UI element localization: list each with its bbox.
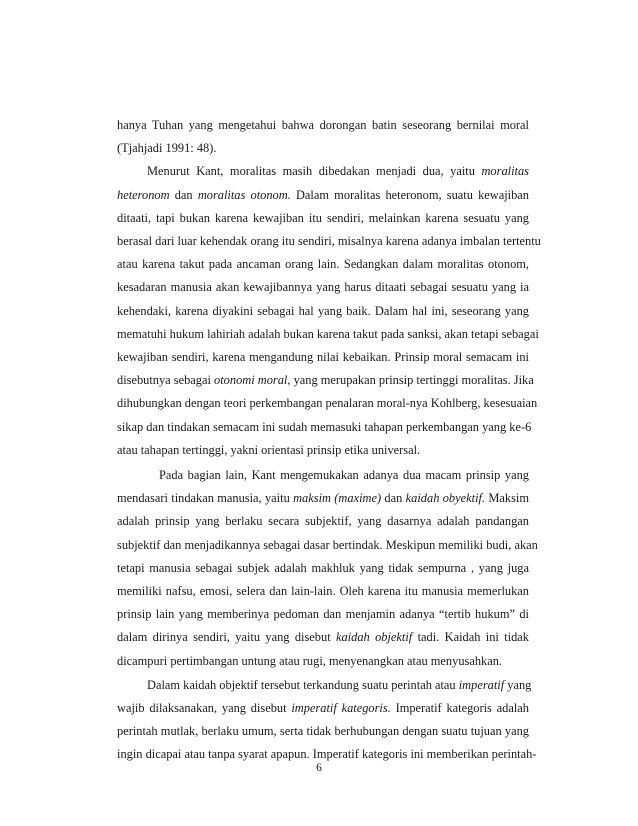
text-line — [117, 326, 539, 341]
text-segment: dicampuri pertimbangan untung atau rugi, menyenangkan atau menyusahkan. — [117, 653, 503, 668]
text-segment: perintah mutlak, berlaku umum, serta tidak berhubungan dengan suatu tujuan yang — [117, 724, 529, 739]
text-line — [117, 234, 541, 248]
text-line — [117, 630, 529, 644]
text-line — [117, 118, 529, 132]
text-segment: Pada bagian lain, Kant mengemukakan adanya dua macam prinsip yang — [159, 468, 529, 482]
text-line — [117, 701, 529, 715]
text-line — [117, 373, 534, 388]
italic-text: heteronom — [117, 187, 170, 202]
text-line — [117, 211, 529, 225]
italic-text: imperatif kategoris. — [291, 701, 391, 715]
text-segment: yang merupakan prinsip tertinggi moralitas. Jika — [290, 373, 534, 388]
text-line — [117, 747, 537, 762]
text-segment: mematuhi hukum lahiriah adalah bukan karena takut pada sanksi, akan tetapi sebagai — [117, 326, 539, 341]
text-line — [117, 396, 538, 411]
text-segment: atau karena takut pada ancaman orang lain. Sedangkan dalam moralitas otonom, — [117, 257, 529, 272]
text-segment: dan — [381, 491, 406, 506]
page-number: 6 — [316, 762, 322, 774]
italic-text: otonomi moral, — [214, 373, 291, 388]
italic-text: imperatif — [458, 677, 505, 692]
italic-text: kaidah obyektif. — [405, 491, 486, 506]
text-line — [117, 654, 529, 668]
italic-text: maksim (maxime) — [293, 491, 382, 506]
text-line — [117, 188, 529, 202]
text-line — [147, 164, 529, 178]
text-line — [117, 304, 529, 318]
text-segment: Dalam moralitas heteronom, suatu kewajiban — [290, 187, 530, 202]
text-line — [117, 561, 529, 575]
text-line — [117, 141, 529, 155]
text-line — [117, 514, 529, 528]
text-segment: tetapi manusia sebagai subjek adalah makhluk yang tidak sempurna , yang juga — [117, 560, 529, 575]
text-segment: Dalam kaidah objektif tersebut terkandung suatu perintah atau — [147, 677, 459, 692]
text-line — [117, 584, 529, 598]
text-segment: yang — [504, 677, 532, 692]
text-segment: mendasari tindakan manusia, yaitu — [117, 491, 294, 506]
text-line — [117, 537, 538, 552]
text-segment: subjektif dan menjadikannya sebagai dasar bertindak. Meskipun memiliki budi, akan — [117, 537, 538, 552]
text-line — [117, 607, 529, 621]
text-segment: hanya Tuhan yang mengetahui bahwa dorongan batin seseorang bernilai moral — [117, 118, 529, 132]
text-segment: kehendaki, karena diyakini sebagai hal yang baik. Dalam hal ini, seseorang yang — [117, 303, 529, 318]
text-segment: disebutnya sebagai — [117, 373, 215, 388]
text-line — [159, 468, 529, 482]
text-line — [117, 257, 529, 271]
text-segment: adalah prinsip yang berlaku secara subjektif, yang dasarnya adalah pandangan — [117, 514, 529, 529]
text-segment: ditaati, tapi bukan karena kewajiban itu sendiri, melainkan karena sesuatu yang — [117, 210, 529, 225]
text-line — [117, 443, 529, 457]
text-segment: sikap dan tindakan semacam ini sudah memasuki tahapan perkembangan yang ke-6 — [117, 419, 532, 434]
text-segment: dan — [169, 187, 198, 202]
text-segment: prinsip lain yang memberinya pedoman dan menjamin adanya “tertib hukum” di — [117, 607, 529, 622]
italic-text: moralitas otonom. — [197, 187, 291, 202]
text-segment: memiliki nafsu, emosi, selera dan lain-lain. Oleh karena itu manusia memerlukan — [117, 584, 529, 598]
text-segment: kewajiban sendiri, karena mengandung nilai kebaikan. Prinsip moral semacam ini — [117, 350, 529, 364]
text-segment: (Tjahjadi 1991: 48). — [117, 141, 217, 156]
text-line — [117, 350, 529, 364]
text-segment: Imperatif kategoris adalah — [390, 701, 529, 715]
italic-text: kaidah objektif — [336, 630, 413, 645]
text-line — [147, 677, 532, 692]
text-segment: wajib dilaksanakan, yang disebut — [117, 701, 292, 715]
text-segment: Menurut Kant, moralitas masih dibedakan menjadi dua, yaitu — [147, 164, 482, 179]
text-segment: ingin dicapai atau tanpa syarat apapun. Imperatif kategoris ini memberikan perintah- — [117, 747, 537, 762]
text-segment: tadi. Kaidah ini tidak — [412, 630, 529, 645]
text-line — [117, 724, 529, 738]
text-segment: atau tahapan tertinggi, yakni orientasi prinsip etika universal. — [117, 442, 421, 457]
text-segment: dalam dirinya sendiri, yaitu yang disebut — [117, 630, 336, 645]
text-line — [117, 280, 529, 294]
text-segment: berasal dari luar kehendak orang itu sendiri, misalnya karena adanya imbalan tertentu — [117, 234, 541, 248]
text-segment: Maksim — [485, 491, 530, 506]
text-segment: dihubungkan dengan teori perkembangan penalaran moral-nya Kohlberg, kesesuaian — [117, 396, 538, 411]
text-line — [117, 491, 529, 505]
text-segment: kesadaran manusia akan kewajibannya yang harus ditaati sebagai sesuatu yang ia — [117, 280, 529, 295]
italic-text: moralitas — [481, 164, 529, 179]
text-line — [117, 419, 532, 434]
